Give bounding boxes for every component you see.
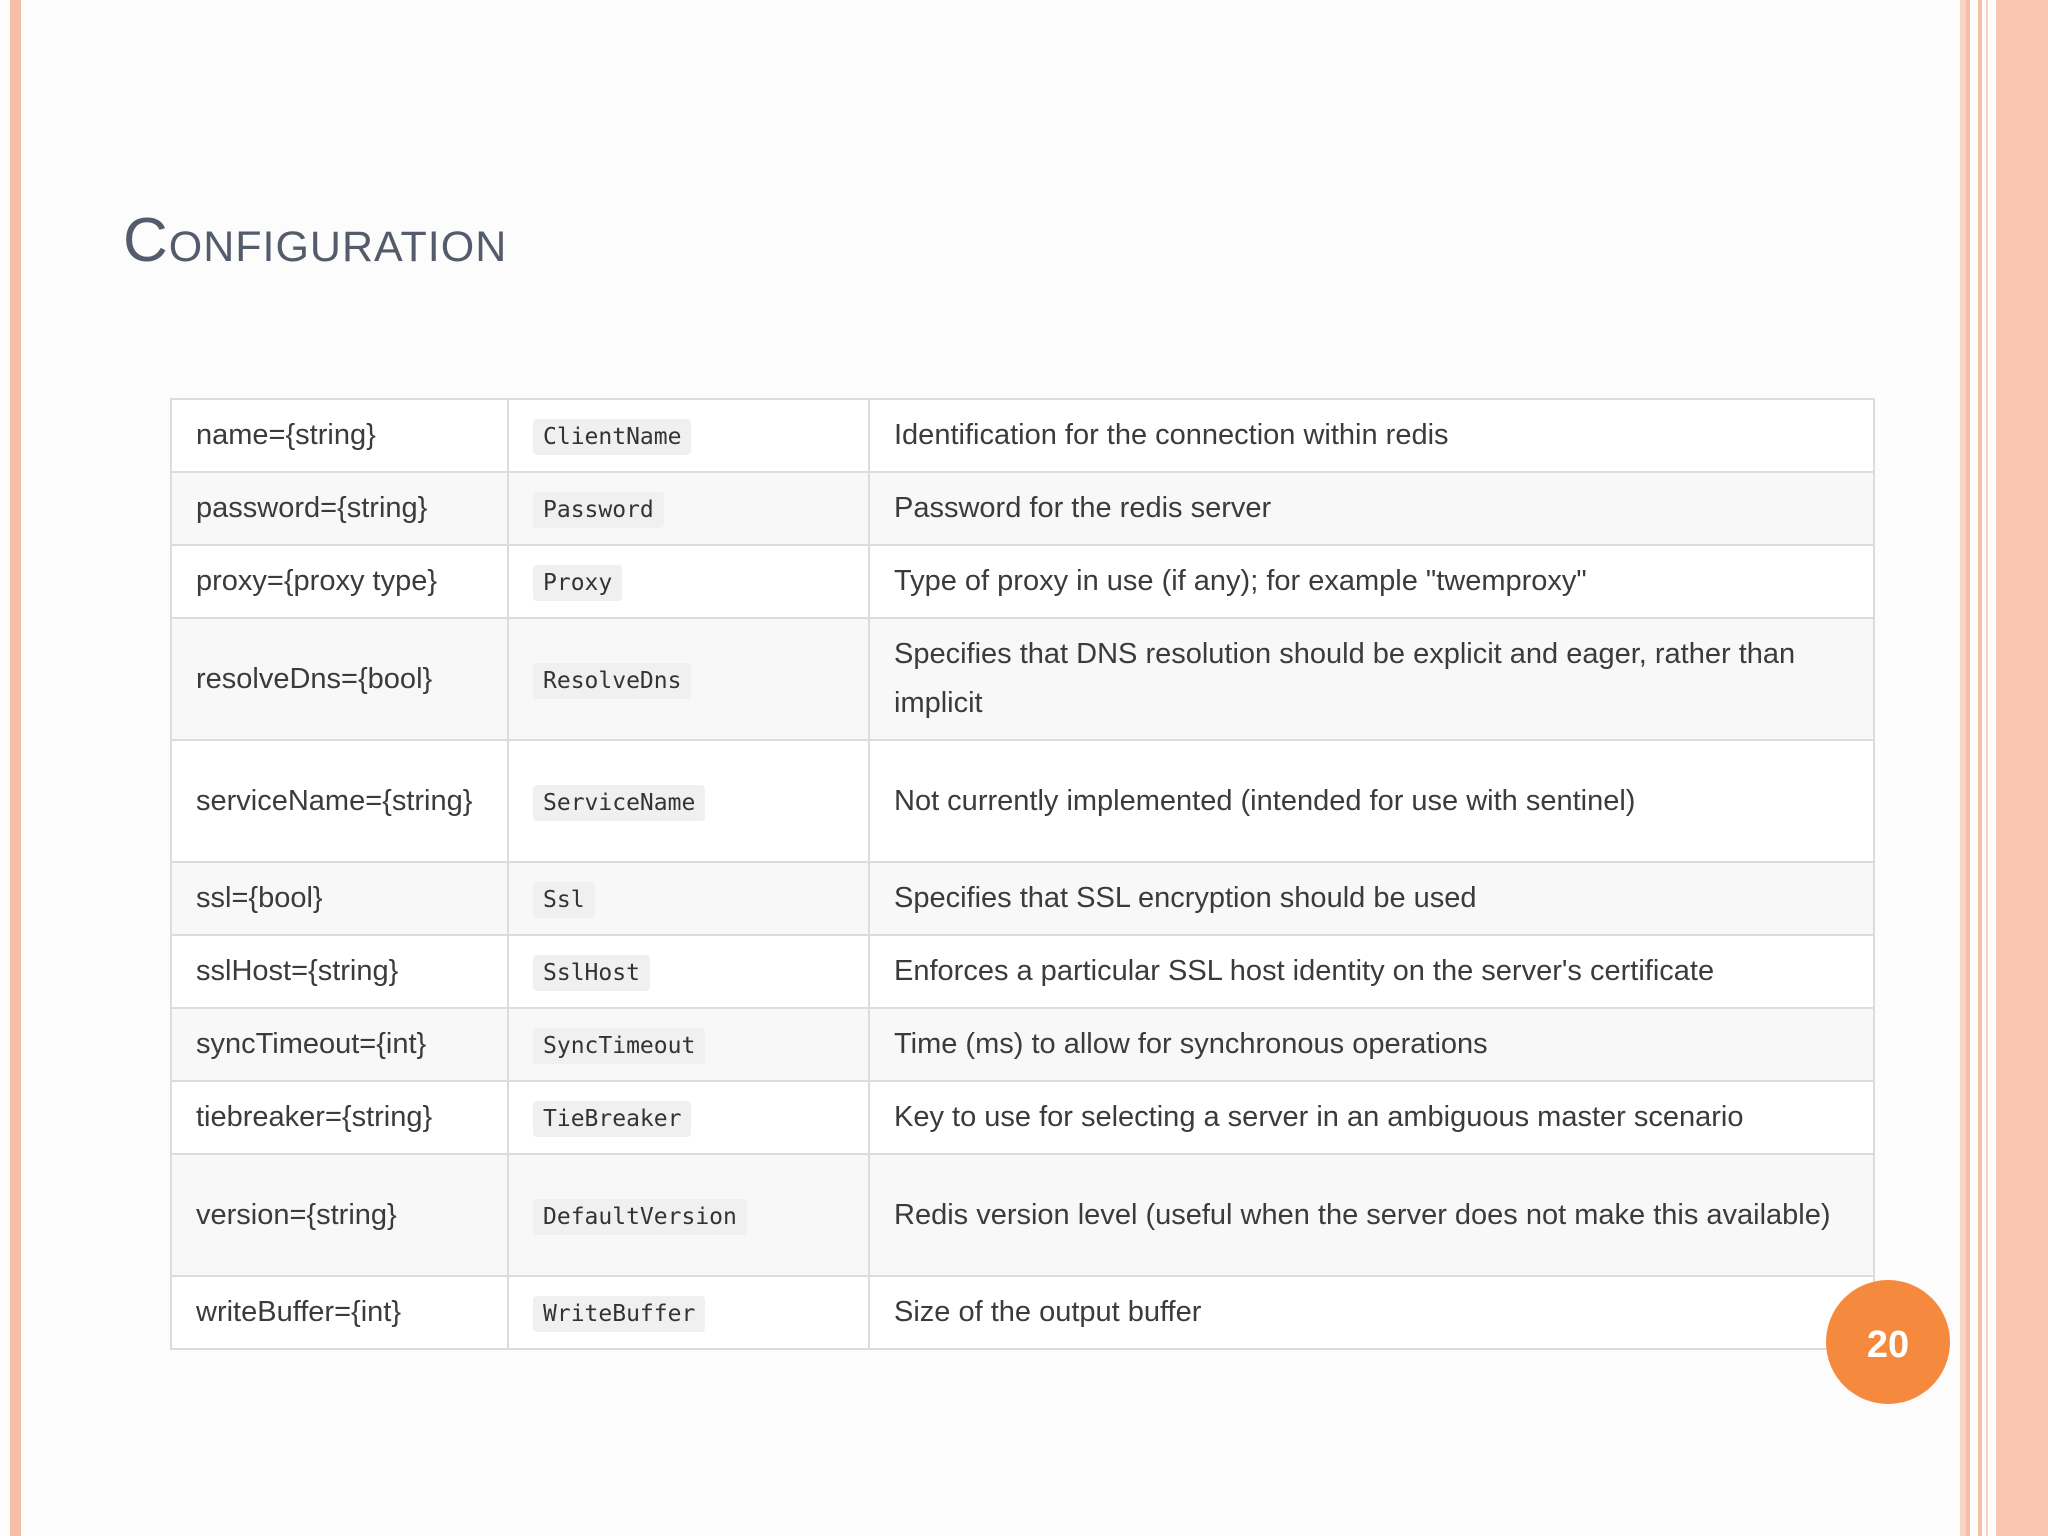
option-cell: password={string} — [171, 472, 508, 545]
description-cell: Specifies that SSL encryption should be used — [869, 862, 1874, 935]
property-code: SyncTimeout — [533, 1028, 705, 1064]
configuration-table — [170, 398, 1875, 1350]
description-cell: Time (ms) to allow for synchronous operations — [869, 1008, 1874, 1081]
slide-left-border — [10, 0, 21, 1536]
property-code: ResolveDns — [533, 663, 691, 699]
property-cell — [508, 472, 869, 545]
option-cell: proxy={proxy type} — [171, 545, 508, 618]
description-cell: Identification for the connection within redis — [869, 399, 1874, 472]
property-cell — [508, 862, 869, 935]
property-code: Ssl — [533, 882, 595, 918]
description-cell: Enforces a particular SSL host identity on the server's certificate — [869, 935, 1874, 1008]
option-cell: serviceName={string} — [171, 740, 508, 862]
table-row — [171, 1081, 1874, 1154]
property-cell — [508, 1154, 869, 1276]
table-row — [171, 1154, 1874, 1276]
table-row — [171, 399, 1874, 472]
option-cell: syncTimeout={int} — [171, 1008, 508, 1081]
property-code: Password — [533, 492, 664, 528]
table-row — [171, 618, 1874, 740]
slide-title: Configuration — [123, 206, 508, 275]
table-row — [171, 740, 1874, 862]
property-cell — [508, 545, 869, 618]
description-cell: Specifies that DNS resolution should be explicit and eager, rather than implicit — [869, 618, 1874, 740]
table-row — [171, 1276, 1874, 1349]
property-cell — [508, 399, 869, 472]
option-cell: writeBuffer={int} — [171, 1276, 508, 1349]
description-cell: Size of the output buffer — [869, 1276, 1874, 1349]
table-row — [171, 1008, 1874, 1081]
property-code: SslHost — [533, 955, 650, 991]
option-cell: version={string} — [171, 1154, 508, 1276]
property-code: ServiceName — [533, 785, 705, 821]
property-code: ClientName — [533, 419, 691, 455]
page-number-badge: 20 — [1826, 1280, 1950, 1404]
property-code: Proxy — [533, 565, 622, 601]
property-cell — [508, 1008, 869, 1081]
option-cell: resolveDns={bool} — [171, 618, 508, 740]
property-code: WriteBuffer — [533, 1296, 705, 1332]
description-cell: Key to use for selecting a server in an ambiguous master scenario — [869, 1081, 1874, 1154]
table-row — [171, 472, 1874, 545]
description-cell: Redis version level (useful when the server does not make this available) — [869, 1154, 1874, 1276]
slide-right-border — [1960, 0, 2048, 1536]
table-row — [171, 862, 1874, 935]
option-cell: ssl={bool} — [171, 862, 508, 935]
description-cell: Not currently implemented (intended for use with sentinel) — [869, 740, 1874, 862]
property-code: TieBreaker — [533, 1101, 691, 1137]
property-cell — [508, 935, 869, 1008]
table-row — [171, 545, 1874, 618]
property-cell — [508, 1081, 869, 1154]
table-row — [171, 935, 1874, 1008]
property-code: DefaultVersion — [533, 1199, 747, 1235]
description-cell: Type of proxy in use (if any); for example "twemproxy" — [869, 545, 1874, 618]
property-cell — [508, 1276, 869, 1349]
option-cell: sslHost={string} — [171, 935, 508, 1008]
property-cell — [508, 740, 869, 862]
description-cell: Password for the redis server — [869, 472, 1874, 545]
option-cell: name={string} — [171, 399, 508, 472]
property-cell — [508, 618, 869, 740]
option-cell: tiebreaker={string} — [171, 1081, 508, 1154]
